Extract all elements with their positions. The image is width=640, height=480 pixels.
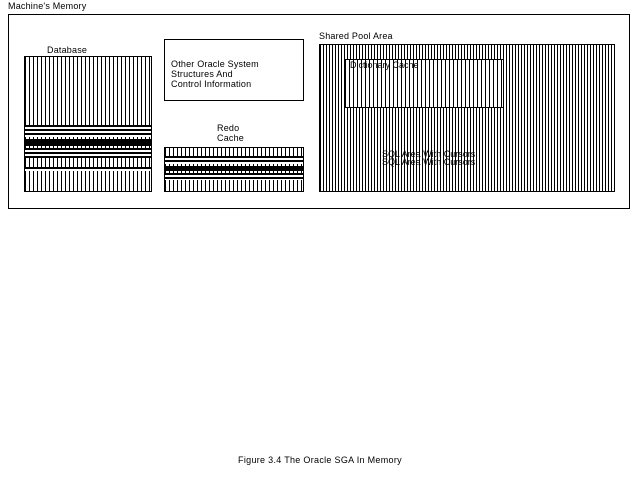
database-buffer-cache-label-line1: Database	[47, 45, 88, 55]
buffer-cache-band-tail	[25, 167, 151, 171]
shared-pool-area-label: Shared Pool Area	[319, 31, 393, 41]
redo-cache-box	[164, 147, 304, 192]
redo-cache-band-solid	[165, 166, 303, 171]
buffer-cache-band-upper	[25, 125, 151, 137]
buffer-cache-band-lower	[25, 148, 151, 158]
database-buffer-cache-box	[24, 56, 152, 192]
redo-cache-band-upper	[165, 156, 303, 164]
sql-area-with-cursors-label-2: SQL Area With Cursors	[382, 157, 476, 167]
redo-cache-label	[217, 123, 244, 143]
machine-memory-box	[8, 14, 630, 209]
other-structures-label-line1: Other Oracle System	[171, 59, 259, 69]
other-structures-label-line3: Control Information	[171, 79, 252, 89]
shared-pool-area-box	[319, 44, 615, 192]
redo-cache-band-lower	[165, 173, 303, 180]
buffer-cache-band-solid	[25, 139, 151, 146]
sql-area-with-cursors-label-1: SQL Area With Cursors	[382, 149, 476, 159]
figure-caption: Figure 3.4 The Oracle SGA In Memory	[238, 455, 402, 465]
other-oracle-system-structures-label	[171, 59, 259, 89]
redo-cache-label-line2: Cache	[217, 133, 245, 143]
machine-memory-label: Machine's Memory	[8, 1, 87, 11]
dictionary-cache-label: Dictionary Cache	[350, 60, 419, 70]
redo-cache-label-line1: Redo	[217, 123, 240, 133]
other-structures-label-line2: Structures And	[171, 69, 233, 79]
